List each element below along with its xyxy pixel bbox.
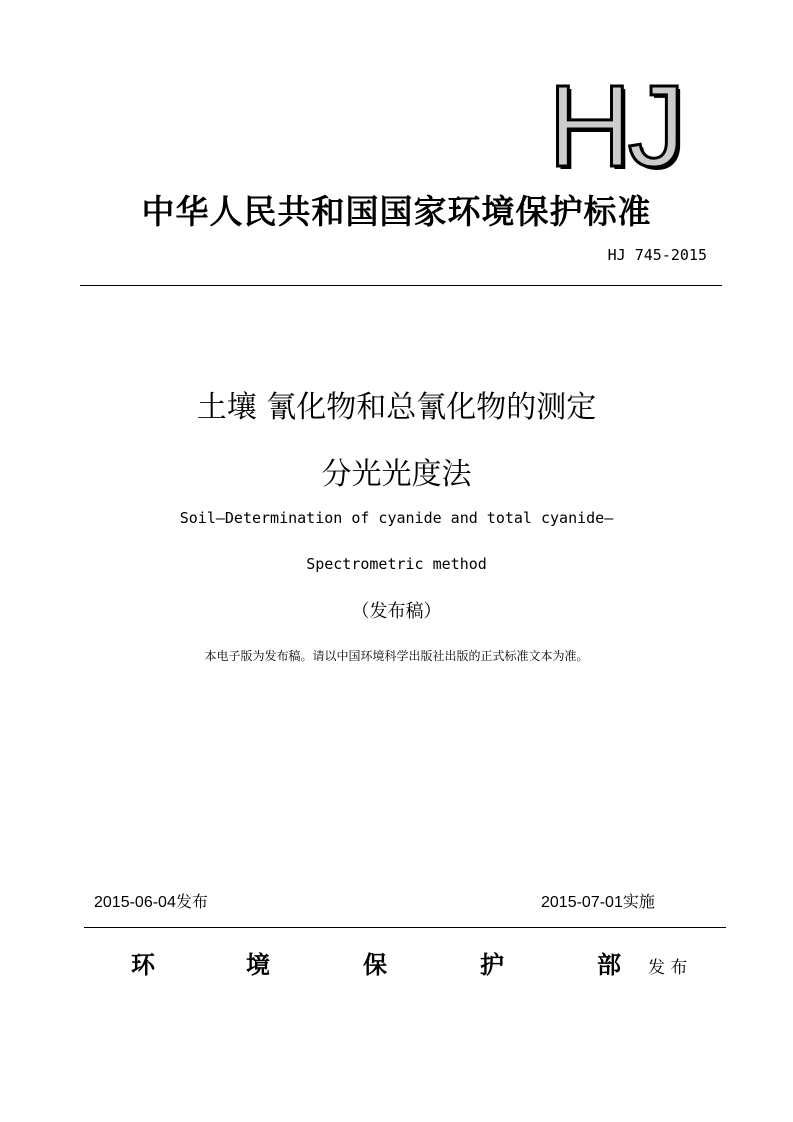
release-date: 2015-06-04发布 — [94, 894, 208, 911]
bottom-divider — [84, 927, 726, 928]
publisher-char: 保 — [363, 951, 387, 979]
organization-title: 中华人民共和国国家环境保护标准 — [141, 192, 652, 231]
publisher-char: 环 — [131, 951, 155, 979]
publisher-char: 境 — [246, 951, 270, 979]
edition-note: 本电子版为发布稿。请以中国环境科学出版社出版的正式标准文本为准。 — [204, 649, 589, 663]
title-en-line1: Soil—Determination of cyanide and total cyanide— — [179, 509, 614, 527]
hj-logo: HJ — [548, 61, 682, 191]
publisher-char: 部 — [597, 951, 621, 979]
publisher-suffix: 发 布 — [648, 958, 688, 978]
standard-code: HJ 745-2015 — [607, 246, 707, 264]
effective-date: 2015-07-01实施 — [541, 894, 655, 911]
publisher-char: 护 — [480, 951, 504, 979]
title-zh-line2: 分光光度法 — [321, 457, 472, 492]
draft-label: （发布稿） — [351, 601, 442, 622]
title-en-line2: Spectrometric method — [306, 555, 487, 573]
top-divider — [80, 285, 722, 286]
title-zh-line1: 土壤 氰化物和总氰化物的测定 — [196, 390, 597, 425]
